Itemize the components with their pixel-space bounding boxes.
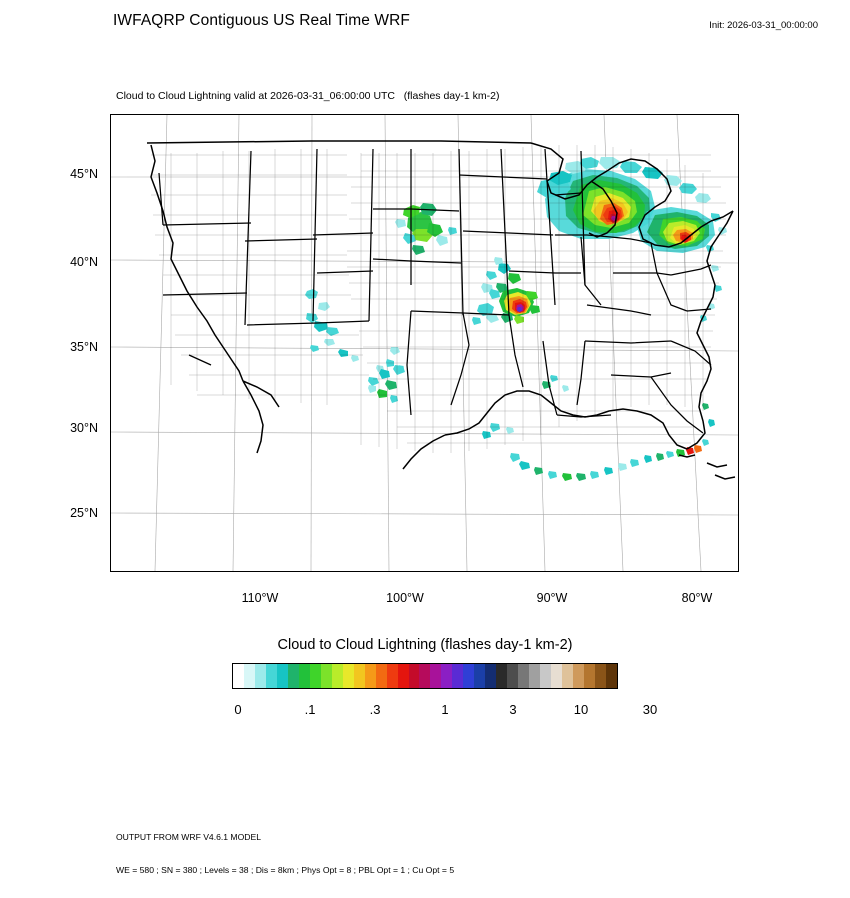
axis-xtick: 90°W [536,591,568,605]
axis-xtick: 100°W [386,591,424,605]
colorbar-swatch-28 [540,664,551,688]
axis-xtick: 110°W [241,591,279,605]
colorbar-swatch-26 [518,664,529,688]
colorbar-swatch-13 [376,664,387,688]
page-title: IWFAQRP Contiguous US Real Time WRF [113,12,410,29]
init-time-label: Init: 2026-03-31_00:00:00 [709,20,818,31]
colorbar-swatch-23 [485,664,496,688]
colorbar [232,663,618,689]
colorbar-swatch-4 [277,664,288,688]
axis-xtick: 80°W [681,591,713,605]
map-plot-area [110,114,739,572]
colorbar-swatch-17 [419,664,430,688]
model-info-footer [116,810,454,898]
colorbar-swatch-29 [551,664,562,688]
colorbar-swatch-21 [463,664,474,688]
colorbar-swatch-18 [430,664,441,688]
map-svg [111,115,738,571]
blob-great-basin [305,289,404,386]
colorbar-tick: .1 [304,702,316,717]
plot-subtitle: Cloud to Cloud Lightning valid at 2026-03-31_06:00:00 UTC (flashes day-1 km-2) [116,90,500,102]
axis-ytick: 40°N [70,255,98,269]
colorbar-tick: .3 [369,702,381,717]
colorbar-swatch-24 [496,664,507,688]
footer-line-2: WE = 580 ; SN = 380 ; Levels = 38 ; Dis = 8km ; Phys Opt = 8 ; PBL Opt = 1 ; Cu Opt = 5 [116,865,455,875]
colorbar-swatch-27 [529,664,540,688]
colorbar-swatch-12 [365,664,376,688]
colorbar-tick: 30 [642,702,658,717]
axis-ytick: 25°N [70,506,98,520]
colorbar-swatch-32 [584,664,595,688]
colorbar-swatch-2 [255,664,266,688]
colorbar-tick: 10 [573,702,589,717]
colorbar-swatch-8 [321,664,332,688]
blob-oklahoma [368,347,405,403]
colorbar-swatch-34 [606,664,617,688]
colorbar-tick: 1 [441,702,449,717]
colorbar-swatch-15 [398,664,409,688]
colorbar-swatch-5 [288,664,299,688]
colorbar-swatch-3 [266,664,277,688]
colorbar-swatch-11 [354,664,365,688]
colorbar-swatch-6 [299,664,310,688]
colorbar-swatch-16 [409,664,420,688]
colorbar-swatch-20 [452,664,463,688]
colorbar-swatch-0 [233,664,244,688]
colorbar-tick: 0 [234,702,242,717]
colorbar-swatch-10 [343,664,354,688]
axis-ytick: 35°N [70,340,98,354]
colorbar-swatch-33 [595,664,606,688]
colorbar-swatch-22 [474,664,485,688]
colorbar-swatch-14 [387,664,398,688]
axis-ytick: 30°N [70,421,98,435]
footer-line-1: OUTPUT FROM WRF V4.6.1 MODEL [116,832,261,842]
colorbar-swatch-25 [507,664,518,688]
colorbar-swatch-30 [562,664,573,688]
colorbar-title: Cloud to Cloud Lightning (flashes day-1 km-2) [277,637,573,653]
colorbar-swatch-1 [244,664,255,688]
lightning-field [305,157,727,481]
colorbar-swatch-9 [332,664,343,688]
colorbar-tick: 3 [509,702,517,717]
colorbar-swatch-7 [310,664,321,688]
graticule [111,115,738,571]
colorbar-swatch-19 [441,664,452,688]
colorbar-swatch-31 [573,664,584,688]
axis-ytick: 45°N [70,167,98,181]
